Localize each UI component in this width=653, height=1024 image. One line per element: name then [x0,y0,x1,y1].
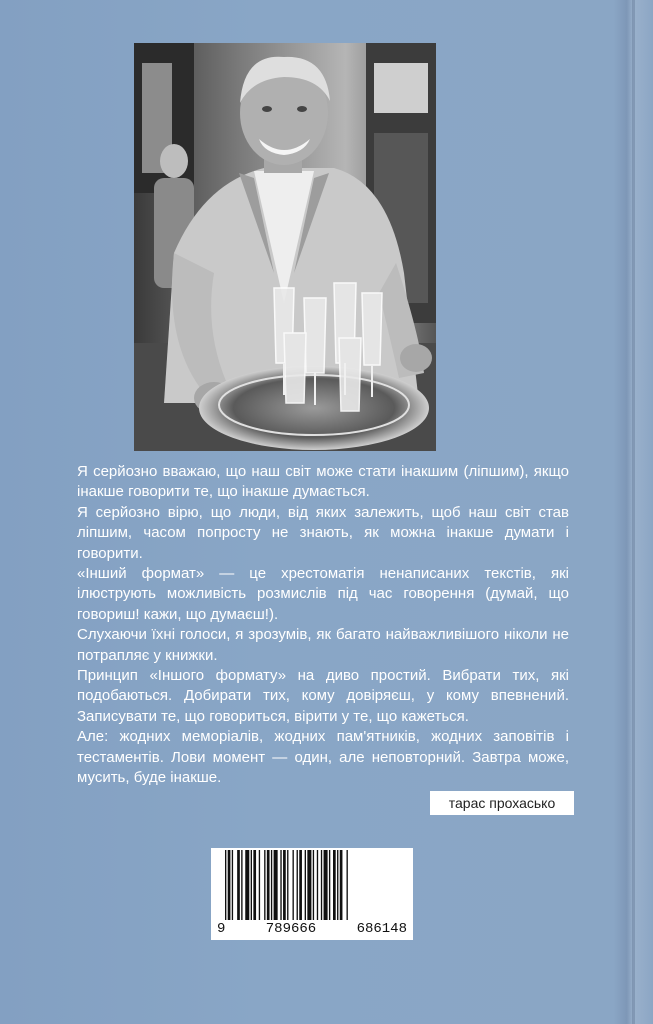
barcode-bar [293,850,294,920]
barcode-bar [283,850,286,920]
barcode-bar [321,850,322,920]
spine-edge [632,0,635,1024]
isbn-group-1: 789666 [265,921,317,937]
barcode-bar [271,850,272,920]
barcode-bar [228,850,231,920]
barcode-bar [232,850,233,920]
barcode-bar [317,850,318,920]
blurb-paragraph-4: Слухаючи їхні голоси, я зрозумів, як багато найважливішого ніколи не потрапляє у книжки. [77,626,569,664]
author-name-label: тарас прохасько [430,791,574,815]
barcode-bar [287,850,288,920]
barcode-bar [329,850,330,920]
barcode-bar [313,850,314,920]
barcode-bar [333,850,336,920]
barcode-bar [347,850,348,920]
barcode-bar [253,850,256,920]
barcode-bar [241,850,242,920]
barcode-bar [251,850,252,920]
isbn-digits [211,921,413,937]
barcode-bar [225,850,226,920]
isbn-group-2: 686148 [356,921,407,937]
barcode-bar [299,850,302,920]
barcode-bar [267,850,270,920]
author-photo [134,43,436,451]
barcode-bar [324,850,328,920]
barcode-bar [297,850,298,920]
blurb-paragraph-5: Принцип «Іншого формату» на диво простий. Вибрати тих, які подобаються. Добирати тих, кому довіряєш, у кому впевнений. Записувати те, що говориться, вірити у те, що кажеться. [77,667,569,725]
barcode-bar [274,850,278,920]
barcode-bars [211,848,413,922]
blurb-paragraph-3: «Інший формат» — це хрестоматія ненаписаних текстів, які ілюструють можливість розмислів під час говорення (думай, що говориш! кажи, що думаєш!). [77,565,569,623]
isbn-first-digit: 9 [217,921,226,937]
barcode-bar [337,850,338,920]
barcode-bar [280,850,281,920]
barcode-bar [305,850,306,920]
blurb-paragraph-6: Але: жодних меморіалів, жодних пам'ятників, жодних заповітів і тестаментів. Лови момент — один, але неповторний. Завтра може, мусить, буде інакше. [77,728,569,787]
barcode-bar [259,850,260,920]
blurb-paragraph-2: Я серйозно вірю, що люди, від яких залежить, щоб наш світ став ліпшим, часом попросту не знають, як можна інакше думати і говорити. [77,503,569,562]
barcode-bar [245,850,249,920]
cover-blurb [77,462,569,789]
barcode-bar [307,850,311,920]
barcode-bar [340,850,343,920]
portrait-photo-icon [134,43,436,451]
barcode-bar [264,850,265,920]
blurb-paragraph-1: Я серйозно вважаю, що наш світ може стати інакшим (ліпшим), якщо інакше говорити те, що інакше думається. [77,463,569,501]
barcode-bar [237,850,240,920]
isbn-barcode [211,848,413,940]
